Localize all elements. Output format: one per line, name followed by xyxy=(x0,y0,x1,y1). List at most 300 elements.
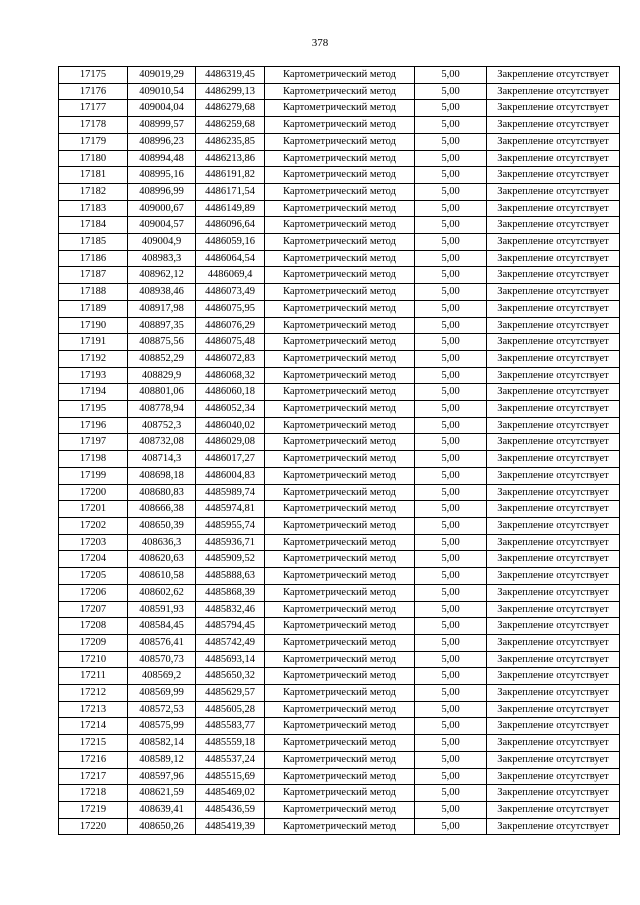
method-cell: Картометрический метод xyxy=(265,133,415,150)
error-cell: 5,00 xyxy=(415,267,487,284)
point-number-cell: 17211 xyxy=(59,668,128,685)
table-row xyxy=(59,83,620,100)
point-number-cell: 17187 xyxy=(59,267,128,284)
x-coordinate-cell: 409010,54 xyxy=(128,83,196,100)
fixation-cell: Закрепление отсутствует xyxy=(487,584,620,601)
fixation-cell: Закрепление отсутствует xyxy=(487,735,620,752)
method-cell: Картометрический метод xyxy=(265,768,415,785)
method-cell: Картометрический метод xyxy=(265,785,415,802)
error-cell: 5,00 xyxy=(415,117,487,134)
error-cell: 5,00 xyxy=(415,334,487,351)
error-cell: 5,00 xyxy=(415,601,487,618)
table-row xyxy=(59,234,620,251)
error-cell: 5,00 xyxy=(415,100,487,117)
y-coordinate-cell: 4486004,83 xyxy=(196,467,265,484)
table-row xyxy=(59,768,620,785)
x-coordinate-cell: 408917,98 xyxy=(128,300,196,317)
point-number-cell: 17203 xyxy=(59,534,128,551)
y-coordinate-cell: 4486029,08 xyxy=(196,434,265,451)
point-number-cell: 17192 xyxy=(59,350,128,367)
method-cell: Картометрический метод xyxy=(265,568,415,585)
point-number-cell: 17191 xyxy=(59,334,128,351)
point-number-cell: 17195 xyxy=(59,401,128,418)
x-coordinate-cell: 408576,41 xyxy=(128,634,196,651)
error-cell: 5,00 xyxy=(415,317,487,334)
fixation-cell: Закрепление отсутствует xyxy=(487,801,620,818)
fixation-cell: Закрепление отсутствует xyxy=(487,317,620,334)
error-cell: 5,00 xyxy=(415,618,487,635)
point-number-cell: 17193 xyxy=(59,367,128,384)
fixation-cell: Закрепление отсутствует xyxy=(487,67,620,84)
fixation-cell: Закрепление отсутствует xyxy=(487,334,620,351)
error-cell: 5,00 xyxy=(415,735,487,752)
table-row xyxy=(59,451,620,468)
table-row xyxy=(59,484,620,501)
y-coordinate-cell: 4486069,4 xyxy=(196,267,265,284)
method-cell: Картометрический метод xyxy=(265,818,415,835)
fixation-cell: Закрепление отсутствует xyxy=(487,150,620,167)
table-row xyxy=(59,718,620,735)
method-cell: Картометрический метод xyxy=(265,250,415,267)
y-coordinate-cell: 4485605,28 xyxy=(196,701,265,718)
table-row xyxy=(59,133,620,150)
x-coordinate-cell: 408829,9 xyxy=(128,367,196,384)
error-cell: 5,00 xyxy=(415,451,487,468)
point-number-cell: 17206 xyxy=(59,584,128,601)
x-coordinate-cell: 408639,41 xyxy=(128,801,196,818)
table-row xyxy=(59,701,620,718)
point-number-cell: 17214 xyxy=(59,718,128,735)
point-number-cell: 17179 xyxy=(59,133,128,150)
y-coordinate-cell: 4486076,29 xyxy=(196,317,265,334)
x-coordinate-cell: 408698,18 xyxy=(128,467,196,484)
point-number-cell: 17186 xyxy=(59,250,128,267)
x-coordinate-cell: 408983,3 xyxy=(128,250,196,267)
point-number-cell: 17213 xyxy=(59,701,128,718)
x-coordinate-cell: 408996,99 xyxy=(128,183,196,200)
error-cell: 5,00 xyxy=(415,417,487,434)
y-coordinate-cell: 4486060,18 xyxy=(196,384,265,401)
y-coordinate-cell: 4486259,68 xyxy=(196,117,265,134)
method-cell: Картометрический метод xyxy=(265,401,415,418)
fixation-cell: Закрепление отсутствует xyxy=(487,267,620,284)
error-cell: 5,00 xyxy=(415,217,487,234)
y-coordinate-cell: 4485419,39 xyxy=(196,818,265,835)
method-cell: Картометрический метод xyxy=(265,200,415,217)
point-number-cell: 17219 xyxy=(59,801,128,818)
point-number-cell: 17220 xyxy=(59,818,128,835)
method-cell: Картометрический метод xyxy=(265,367,415,384)
point-number-cell: 17184 xyxy=(59,217,128,234)
error-cell: 5,00 xyxy=(415,751,487,768)
error-cell: 5,00 xyxy=(415,250,487,267)
table-row xyxy=(59,785,620,802)
y-coordinate-cell: 4485537,24 xyxy=(196,751,265,768)
method-cell: Картометрический метод xyxy=(265,801,415,818)
y-coordinate-cell: 4486059,16 xyxy=(196,234,265,251)
error-cell: 5,00 xyxy=(415,150,487,167)
fixation-cell: Закрепление отсутствует xyxy=(487,384,620,401)
point-number-cell: 17194 xyxy=(59,384,128,401)
point-number-cell: 17175 xyxy=(59,67,128,84)
error-cell: 5,00 xyxy=(415,785,487,802)
coordinates-table-body xyxy=(59,67,620,835)
fixation-cell: Закрепление отсутствует xyxy=(487,484,620,501)
method-cell: Картометрический метод xyxy=(265,668,415,685)
method-cell: Картометрический метод xyxy=(265,267,415,284)
table-row xyxy=(59,668,620,685)
x-coordinate-cell: 408801,06 xyxy=(128,384,196,401)
y-coordinate-cell: 4485650,32 xyxy=(196,668,265,685)
point-number-cell: 17190 xyxy=(59,317,128,334)
table-row xyxy=(59,685,620,702)
point-number-cell: 17209 xyxy=(59,634,128,651)
point-number-cell: 17202 xyxy=(59,517,128,534)
x-coordinate-cell: 408666,38 xyxy=(128,501,196,518)
error-cell: 5,00 xyxy=(415,167,487,184)
error-cell: 5,00 xyxy=(415,651,487,668)
page-number: 378 xyxy=(311,37,329,49)
method-cell: Картометрический метод xyxy=(265,634,415,651)
x-coordinate-cell: 408994,48 xyxy=(128,150,196,167)
point-number-cell: 17180 xyxy=(59,150,128,167)
y-coordinate-cell: 4485794,45 xyxy=(196,618,265,635)
y-coordinate-cell: 4485888,63 xyxy=(196,568,265,585)
method-cell: Картометрический метод xyxy=(265,718,415,735)
y-coordinate-cell: 4485909,52 xyxy=(196,551,265,568)
error-cell: 5,00 xyxy=(415,83,487,100)
error-cell: 5,00 xyxy=(415,200,487,217)
y-coordinate-cell: 4485955,74 xyxy=(196,517,265,534)
y-coordinate-cell: 4486075,95 xyxy=(196,300,265,317)
method-cell: Картометрический метод xyxy=(265,67,415,84)
y-coordinate-cell: 4486068,32 xyxy=(196,367,265,384)
table-row xyxy=(59,367,620,384)
table-row xyxy=(59,167,620,184)
error-cell: 5,00 xyxy=(415,467,487,484)
fixation-cell: Закрепление отсутствует xyxy=(487,718,620,735)
y-coordinate-cell: 4485469,02 xyxy=(196,785,265,802)
table-row xyxy=(59,250,620,267)
method-cell: Картометрический метод xyxy=(265,100,415,117)
fixation-cell: Закрепление отсутствует xyxy=(487,350,620,367)
x-coordinate-cell: 408650,39 xyxy=(128,517,196,534)
x-coordinate-cell: 408636,3 xyxy=(128,534,196,551)
error-cell: 5,00 xyxy=(415,234,487,251)
method-cell: Картометрический метод xyxy=(265,83,415,100)
error-cell: 5,00 xyxy=(415,501,487,518)
table-row xyxy=(59,434,620,451)
table-row xyxy=(59,517,620,534)
fixation-cell: Закрепление отсутствует xyxy=(487,818,620,835)
table-row xyxy=(59,117,620,134)
point-number-cell: 17197 xyxy=(59,434,128,451)
x-coordinate-cell: 408621,59 xyxy=(128,785,196,802)
point-number-cell: 17198 xyxy=(59,451,128,468)
point-number-cell: 17212 xyxy=(59,685,128,702)
fixation-cell: Закрепление отсутствует xyxy=(487,250,620,267)
x-coordinate-cell: 408572,53 xyxy=(128,701,196,718)
method-cell: Картометрический метод xyxy=(265,484,415,501)
method-cell: Картометрический метод xyxy=(265,350,415,367)
x-coordinate-cell: 408680,83 xyxy=(128,484,196,501)
error-cell: 5,00 xyxy=(415,718,487,735)
x-coordinate-cell: 408569,99 xyxy=(128,685,196,702)
method-cell: Картометрический метод xyxy=(265,150,415,167)
fixation-cell: Закрепление отсутствует xyxy=(487,551,620,568)
table-row xyxy=(59,300,620,317)
y-coordinate-cell: 4486191,82 xyxy=(196,167,265,184)
table-row xyxy=(59,818,620,835)
fixation-cell: Закрепление отсутствует xyxy=(487,768,620,785)
fixation-cell: Закрепление отсутствует xyxy=(487,601,620,618)
method-cell: Картометрический метод xyxy=(265,584,415,601)
y-coordinate-cell: 4485936,71 xyxy=(196,534,265,551)
x-coordinate-cell: 408999,57 xyxy=(128,117,196,134)
fixation-cell: Закрепление отсутствует xyxy=(487,451,620,468)
y-coordinate-cell: 4486299,13 xyxy=(196,83,265,100)
fixation-cell: Закрепление отсутствует xyxy=(487,685,620,702)
point-number-cell: 17199 xyxy=(59,467,128,484)
table-row xyxy=(59,651,620,668)
point-number-cell: 17205 xyxy=(59,568,128,585)
x-coordinate-cell: 408589,12 xyxy=(128,751,196,768)
table-row xyxy=(59,568,620,585)
x-coordinate-cell: 408897,35 xyxy=(128,317,196,334)
y-coordinate-cell: 4485742,49 xyxy=(196,634,265,651)
fixation-cell: Закрепление отсутствует xyxy=(487,517,620,534)
error-cell: 5,00 xyxy=(415,350,487,367)
table-row xyxy=(59,584,620,601)
x-coordinate-cell: 408575,99 xyxy=(128,718,196,735)
fixation-cell: Закрепление отсутствует xyxy=(487,701,620,718)
method-cell: Картометрический метод xyxy=(265,434,415,451)
y-coordinate-cell: 4486072,83 xyxy=(196,350,265,367)
point-number-cell: 17176 xyxy=(59,83,128,100)
y-coordinate-cell: 4486319,45 xyxy=(196,67,265,84)
error-cell: 5,00 xyxy=(415,768,487,785)
y-coordinate-cell: 4486213,86 xyxy=(196,150,265,167)
table-row xyxy=(59,100,620,117)
table-row xyxy=(59,751,620,768)
fixation-cell: Закрепление отсутствует xyxy=(487,618,620,635)
fixation-cell: Закрепление отсутствует xyxy=(487,785,620,802)
y-coordinate-cell: 4486096,64 xyxy=(196,217,265,234)
fixation-cell: Закрепление отсутствует xyxy=(487,133,620,150)
method-cell: Картометрический метод xyxy=(265,384,415,401)
y-coordinate-cell: 4485559,18 xyxy=(196,735,265,752)
method-cell: Картометрический метод xyxy=(265,217,415,234)
y-coordinate-cell: 4486171,54 xyxy=(196,183,265,200)
fixation-cell: Закрепление отсутствует xyxy=(487,200,620,217)
method-cell: Картометрический метод xyxy=(265,117,415,134)
point-number-cell: 17188 xyxy=(59,284,128,301)
table-row xyxy=(59,601,620,618)
fixation-cell: Закрепление отсутствует xyxy=(487,434,620,451)
y-coordinate-cell: 4485693,14 xyxy=(196,651,265,668)
table-row xyxy=(59,67,620,84)
method-cell: Картометрический метод xyxy=(265,467,415,484)
fixation-cell: Закрепление отсутствует xyxy=(487,401,620,418)
table-row xyxy=(59,334,620,351)
point-number-cell: 17210 xyxy=(59,651,128,668)
x-coordinate-cell: 409004,04 xyxy=(128,100,196,117)
fixation-cell: Закрепление отсутствует xyxy=(487,217,620,234)
point-number-cell: 17177 xyxy=(59,100,128,117)
x-coordinate-cell: 408650,26 xyxy=(128,818,196,835)
fixation-cell: Закрепление отсутствует xyxy=(487,501,620,518)
x-coordinate-cell: 409004,9 xyxy=(128,234,196,251)
table-row xyxy=(59,150,620,167)
coordinates-table xyxy=(58,66,620,835)
fixation-cell: Закрепление отсутствует xyxy=(487,534,620,551)
error-cell: 5,00 xyxy=(415,133,487,150)
fixation-cell: Закрепление отсутствует xyxy=(487,634,620,651)
method-cell: Картометрический метод xyxy=(265,651,415,668)
x-coordinate-cell: 408569,2 xyxy=(128,668,196,685)
point-number-cell: 17218 xyxy=(59,785,128,802)
fixation-cell: Закрепление отсутствует xyxy=(487,83,620,100)
x-coordinate-cell: 408610,58 xyxy=(128,568,196,585)
method-cell: Картометрический метод xyxy=(265,183,415,200)
table-row xyxy=(59,217,620,234)
fixation-cell: Закрепление отсутствует xyxy=(487,651,620,668)
table-row xyxy=(59,350,620,367)
fixation-cell: Закрепление отсутствует xyxy=(487,117,620,134)
x-coordinate-cell: 408778,94 xyxy=(128,401,196,418)
fixation-cell: Закрепление отсутствует xyxy=(487,284,620,301)
x-coordinate-cell: 408996,23 xyxy=(128,133,196,150)
point-number-cell: 17204 xyxy=(59,551,128,568)
method-cell: Картометрический метод xyxy=(265,551,415,568)
method-cell: Картометрический метод xyxy=(265,534,415,551)
error-cell: 5,00 xyxy=(415,634,487,651)
error-cell: 5,00 xyxy=(415,551,487,568)
y-coordinate-cell: 4486052,34 xyxy=(196,401,265,418)
x-coordinate-cell: 408584,45 xyxy=(128,618,196,635)
error-cell: 5,00 xyxy=(415,801,487,818)
y-coordinate-cell: 4486073,49 xyxy=(196,284,265,301)
table-row xyxy=(59,284,620,301)
fixation-cell: Закрепление отсутствует xyxy=(487,234,620,251)
error-cell: 5,00 xyxy=(415,534,487,551)
table-row xyxy=(59,618,620,635)
y-coordinate-cell: 4486235,85 xyxy=(196,133,265,150)
x-coordinate-cell: 408714,3 xyxy=(128,451,196,468)
x-coordinate-cell: 408570,73 xyxy=(128,651,196,668)
point-number-cell: 17182 xyxy=(59,183,128,200)
fixation-cell: Закрепление отсутствует xyxy=(487,417,620,434)
point-number-cell: 17178 xyxy=(59,117,128,134)
method-cell: Картометрический метод xyxy=(265,517,415,534)
error-cell: 5,00 xyxy=(415,300,487,317)
error-cell: 5,00 xyxy=(415,434,487,451)
table-row xyxy=(59,634,620,651)
y-coordinate-cell: 4485629,57 xyxy=(196,685,265,702)
table-row xyxy=(59,801,620,818)
error-cell: 5,00 xyxy=(415,367,487,384)
method-cell: Картометрический метод xyxy=(265,234,415,251)
error-cell: 5,00 xyxy=(415,67,487,84)
y-coordinate-cell: 4485832,46 xyxy=(196,601,265,618)
table-row xyxy=(59,467,620,484)
y-coordinate-cell: 4485868,39 xyxy=(196,584,265,601)
method-cell: Картометрический метод xyxy=(265,317,415,334)
point-number-cell: 17189 xyxy=(59,300,128,317)
fixation-cell: Закрепление отсутствует xyxy=(487,668,620,685)
method-cell: Картометрический метод xyxy=(265,735,415,752)
point-number-cell: 17207 xyxy=(59,601,128,618)
table-row xyxy=(59,417,620,434)
error-cell: 5,00 xyxy=(415,568,487,585)
y-coordinate-cell: 4486075,48 xyxy=(196,334,265,351)
fixation-cell: Закрепление отсутствует xyxy=(487,167,620,184)
method-cell: Картометрический метод xyxy=(265,334,415,351)
table-row xyxy=(59,401,620,418)
x-coordinate-cell: 408875,56 xyxy=(128,334,196,351)
table-row xyxy=(59,534,620,551)
point-number-cell: 17208 xyxy=(59,618,128,635)
table-row xyxy=(59,735,620,752)
method-cell: Картометрический метод xyxy=(265,451,415,468)
y-coordinate-cell: 4486279,68 xyxy=(196,100,265,117)
point-number-cell: 17200 xyxy=(59,484,128,501)
fixation-cell: Закрепление отсутствует xyxy=(487,467,620,484)
table-row xyxy=(59,384,620,401)
point-number-cell: 17185 xyxy=(59,234,128,251)
table-row xyxy=(59,183,620,200)
error-cell: 5,00 xyxy=(415,701,487,718)
x-coordinate-cell: 408597,96 xyxy=(128,768,196,785)
method-cell: Картометрический метод xyxy=(265,417,415,434)
table-row xyxy=(59,200,620,217)
method-cell: Картометрический метод xyxy=(265,601,415,618)
y-coordinate-cell: 4485974,81 xyxy=(196,501,265,518)
x-coordinate-cell: 408995,16 xyxy=(128,167,196,184)
x-coordinate-cell: 409000,67 xyxy=(128,200,196,217)
table-row xyxy=(59,501,620,518)
method-cell: Картометрический метод xyxy=(265,167,415,184)
x-coordinate-cell: 409019,29 xyxy=(128,67,196,84)
point-number-cell: 17215 xyxy=(59,735,128,752)
x-coordinate-cell: 408852,29 xyxy=(128,350,196,367)
fixation-cell: Закрепление отсутствует xyxy=(487,568,620,585)
fixation-cell: Закрепление отсутствует xyxy=(487,100,620,117)
x-coordinate-cell: 408938,46 xyxy=(128,284,196,301)
x-coordinate-cell: 408602,62 xyxy=(128,584,196,601)
error-cell: 5,00 xyxy=(415,584,487,601)
method-cell: Картометрический метод xyxy=(265,284,415,301)
y-coordinate-cell: 4486064,54 xyxy=(196,250,265,267)
method-cell: Картометрический метод xyxy=(265,685,415,702)
method-cell: Картометрический метод xyxy=(265,300,415,317)
x-coordinate-cell: 408962,12 xyxy=(128,267,196,284)
fixation-cell: Закрепление отсутствует xyxy=(487,367,620,384)
y-coordinate-cell: 4485436,59 xyxy=(196,801,265,818)
table-row xyxy=(59,317,620,334)
error-cell: 5,00 xyxy=(415,401,487,418)
method-cell: Картометрический метод xyxy=(265,618,415,635)
method-cell: Картометрический метод xyxy=(265,701,415,718)
error-cell: 5,00 xyxy=(415,183,487,200)
y-coordinate-cell: 4486017,27 xyxy=(196,451,265,468)
table-row xyxy=(59,267,620,284)
point-number-cell: 17183 xyxy=(59,200,128,217)
y-coordinate-cell: 4486149,89 xyxy=(196,200,265,217)
error-cell: 5,00 xyxy=(415,517,487,534)
error-cell: 5,00 xyxy=(415,668,487,685)
fixation-cell: Закрепление отсутствует xyxy=(487,300,620,317)
